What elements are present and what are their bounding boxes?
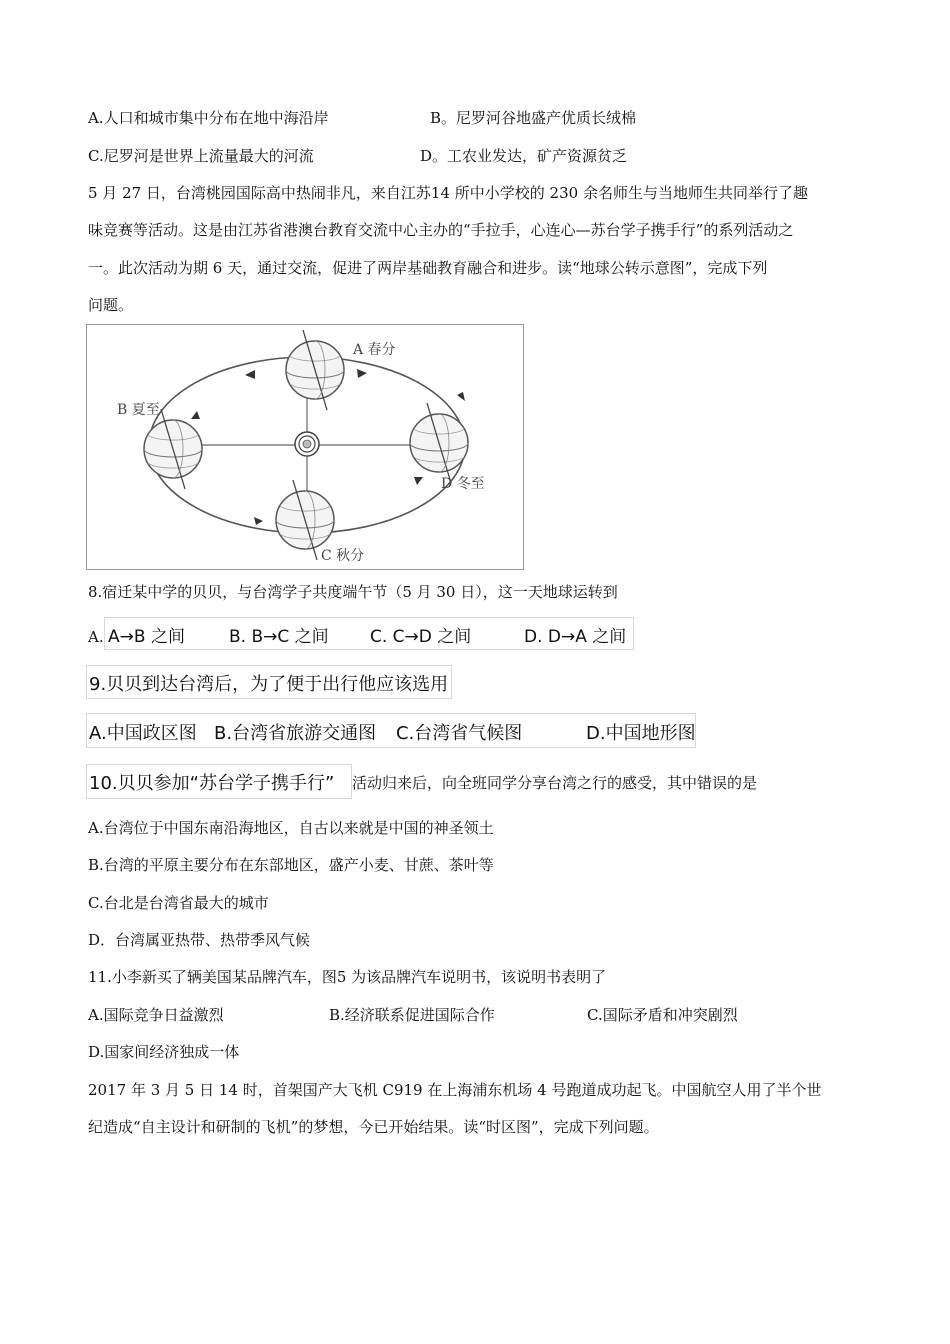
q8-prefix: A. <box>88 628 104 646</box>
q9-stem-box <box>86 665 452 699</box>
orbit-arrow-3 <box>191 411 200 419</box>
label-b-summer-solstice: B 夏至 <box>117 402 160 418</box>
earth-icon-b <box>144 409 202 489</box>
passage1-line-2: 味竞赛等活动。这是由江苏省港澳台教育交流中心主办的“手拉手，心连心—苏台学子携手行”的系列活动之 <box>88 221 794 239</box>
passage1-line-4: 问题。 <box>88 296 134 314</box>
q7-option-d: D。工农业发达，矿产资源贫乏 <box>420 147 628 165</box>
q8-option-c: C. C→D 之间 <box>370 627 472 647</box>
label-a-spring-equinox: A 春分 <box>353 342 396 358</box>
q11-option-b: B.经济联系促进国际合作 <box>329 1006 495 1024</box>
orbit-arrow-5 <box>254 517 263 525</box>
q8-option-a: A→B 之间 <box>108 627 185 647</box>
q8-option-b: B. B→C 之间 <box>229 627 329 647</box>
q8-option-d: D. D→A 之间 <box>524 627 627 647</box>
passage1-line-3: 一。此次活动为期 6 天，通过交流，促进了两岸基础教育融合和进步。读“地球公转示意图”，完成下列 <box>88 259 768 277</box>
q9-stem: 9.贝贝到达台湾后，为了便于出行他应该选用 <box>89 674 449 695</box>
q7-option-c: C.尼罗河是世界上流量最大的河流 <box>88 147 314 165</box>
orbit-arrow-2 <box>357 369 367 378</box>
q10-option-d: D．台湾属亚热带、热带季风气候 <box>88 931 311 949</box>
q9-option-a: A.中国政区图 <box>89 723 197 744</box>
q11-option-d: D.国家间经济独成一体 <box>88 1043 240 1061</box>
q11-option-a: A.国际竞争日益激烈 <box>88 1006 224 1024</box>
q10-option-c: C.台北是台湾省最大的城市 <box>88 894 269 912</box>
q10-option-b: B.台湾的平原主要分布在东部地区，盛产小麦、甘蔗、茶叶等 <box>88 856 494 874</box>
q11-stem: 11.小李新买了辆美国某品牌汽车，图5 为该品牌汽车说明书，该说明书表明了 <box>88 968 607 986</box>
passage1-line-1: 5 月 27 日，台湾桃园国际高中热闹非凡，来自江苏14 所中小学校的 230 余名师生与当地师生共同举行了趣 <box>88 184 808 202</box>
passage2-line-2: 纪造成“自主设计和研制的飞机”的梦想，今已开始结果。读“时区图”，完成下列问题。 <box>88 1118 659 1136</box>
q8-stem: 8.宿迁某中学的贝贝，与台湾学子共度端午节（5 月 30 日），这一天地球运转到 <box>88 583 618 601</box>
label-c-autumn-equinox: C 秋分 <box>321 548 365 564</box>
q10-option-a: A.台湾位于中国东南沿海地区，自古以来就是中国的神圣领土 <box>88 819 494 837</box>
label-d-winter-solstice: D 冬至 <box>441 476 485 492</box>
passage2-line-1: 2017 年 3 月 5 日 14 时，首架国产大飞机 C919 在上海浦东机场 4 号跑道成功起飞。中国航空人用了半个世 <box>88 1081 822 1099</box>
orbit-arrow-1 <box>245 370 255 379</box>
earth-revolution-diagram <box>86 324 524 570</box>
sun-icon <box>295 432 319 456</box>
q11-option-c: C.国际矛盾和冲突剧烈 <box>587 1006 738 1024</box>
orbit-arrow-6 <box>457 392 465 401</box>
earth-icon-a <box>286 330 344 410</box>
q10-stem-rest: 活动归来后，向全班同学分享台湾之行的感受，其中错误的是 <box>352 774 758 792</box>
q8-options-box <box>104 617 634 650</box>
q9-options-box <box>86 713 696 748</box>
q7-option-a: A.人口和城市集中分布在地中海沿岸 <box>88 109 329 127</box>
orbit-arrow-4 <box>414 477 423 485</box>
q9-option-d: D.中国地形图 <box>586 723 696 744</box>
q10-stem-boxed: 10.贝贝参加“苏台学子携手行” <box>89 773 335 794</box>
q7-option-b: B。尼罗河谷地盛产优质长绒棉 <box>430 109 637 127</box>
q9-option-b: B.台湾省旅游交通图 <box>214 723 377 744</box>
earth-icon-d <box>410 403 468 483</box>
q9-option-c: C.台湾省气候图 <box>396 723 523 744</box>
q10-stem-box <box>86 764 352 799</box>
